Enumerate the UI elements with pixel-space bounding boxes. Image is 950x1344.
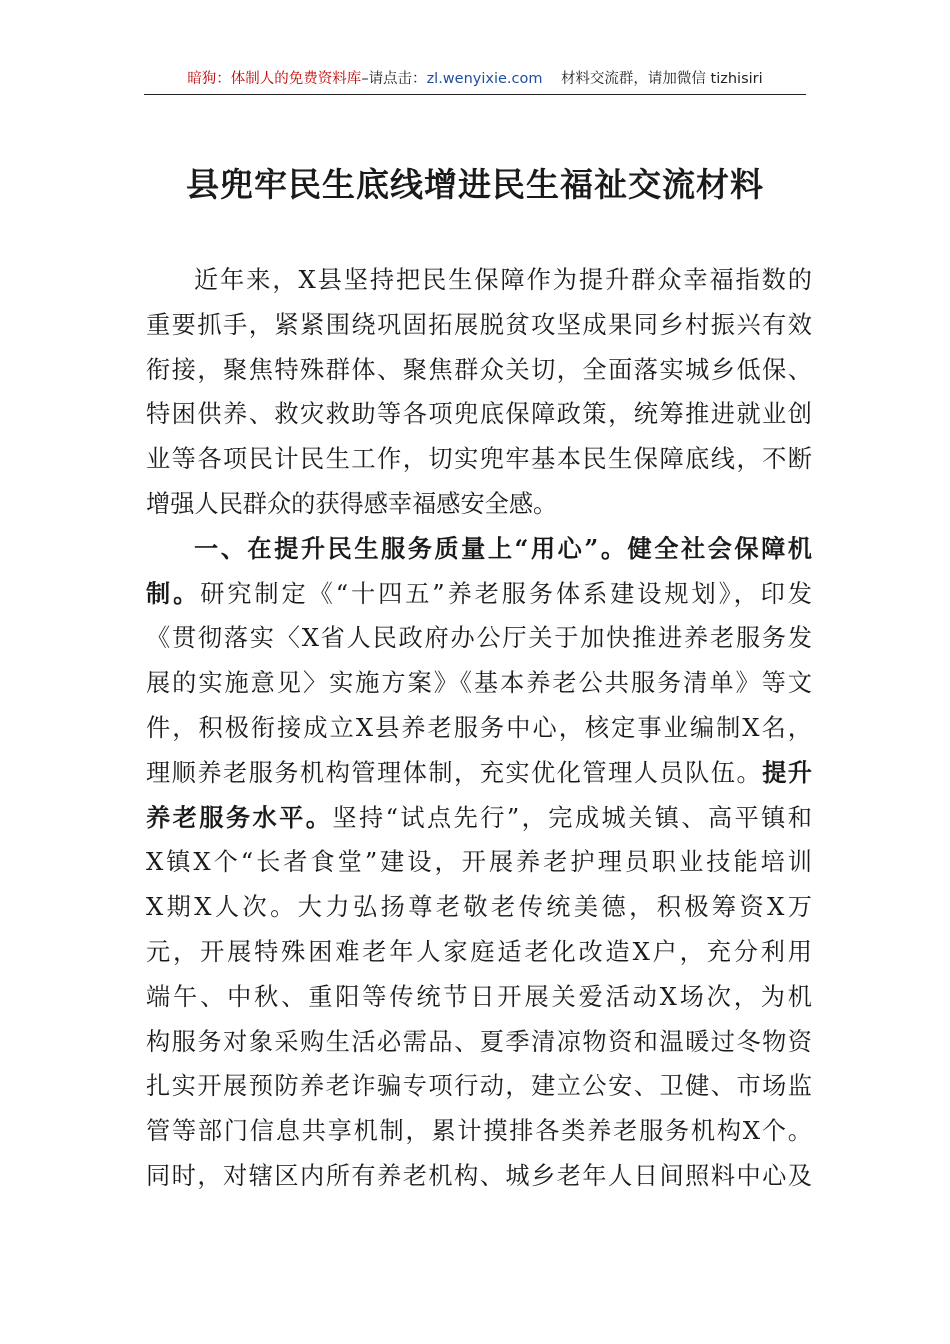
paragraph-line: 展的实施意见〉实施方案》《基本养老公共服务清单》等文	[146, 669, 812, 698]
paragraph-line: 元，开展特殊困难老年人家庭适老化改造X户，充分利用	[146, 937, 812, 966]
paragraph-line: 特困供养、救灾救助等各项兜底保障政策，统筹推进就业创	[146, 400, 812, 429]
bold-phrase: 制。	[146, 578, 201, 608]
line-text: 研究制定《“十四五”养老服务体系建设规划》，印发	[200, 579, 812, 608]
line-text: 理顺养老服务机构管理体制，充实优化管理人员队伍。	[146, 758, 763, 787]
document-title: 县兜牢民生底线增进民生福祉交流材料	[186, 165, 764, 204]
paragraph-line: 业等各项民计民生工作，切实兜牢基本民生保障底线，不断	[146, 445, 812, 474]
paragraph-line: 件，积极衔接成立X县养老服务中心，核定事业编制X名，	[146, 713, 812, 742]
paragraph-line: X镇X个“长者食堂”建设，开展养老护理员职业技能培训	[146, 848, 812, 877]
paragraph-line: 端午、中秋、重阳等传统节日开展关爱活动X场次，为机	[146, 982, 812, 1011]
bold-phrase: 提升	[762, 757, 812, 787]
paragraph-line	[146, 572, 812, 617]
paragraph-line: X期X人次。大力弘扬尊老敬老传统美德，积极筹资X万	[146, 893, 812, 922]
paragraph-line: 增强人民群众的获得感幸福感安全感。	[146, 489, 558, 518]
paragraph-line: 构服务对象采购生活必需品、夏季清凉物资和温暖过冬物资	[146, 1027, 812, 1056]
header-click-prompt: –请点击：	[361, 71, 427, 87]
header-wechat-note: 材料交流群，请加微信 tizhisiri	[560, 71, 763, 87]
paragraph-line: 重要抓手，紧紧围绕巩固拓展脱贫攻坚成果同乡村振兴有效	[146, 310, 812, 339]
page-header	[144, 64, 806, 95]
section-heading-line: 一、在提升民生服务质量上“用心”。健全社会保障机	[194, 533, 812, 563]
line-text: 坚持“试点先行”，完成城关镇、高平镇和	[332, 803, 812, 832]
paragraph-line: 《贯彻落实〈X省人民政府办公厅关于加快推进养老服务发	[146, 624, 812, 653]
paragraph-line: 近年来，X县坚持把民生保障作为提升群众幸福指数的	[194, 266, 812, 294]
header-url-link[interactable]: zl.wenyixie.com	[426, 71, 543, 87]
paragraph-line: 衔接，聚焦特殊群体、聚焦群众关切，全面落实城乡低保、	[146, 355, 812, 384]
paragraph-line	[146, 751, 812, 796]
header-site-name: 暗狗：体制人的免费资料库	[187, 71, 362, 87]
document-body	[146, 258, 812, 1199]
paragraph-line: 同时，对辖区内所有养老机构、城乡老年人日间照料中心及	[146, 1161, 812, 1190]
bold-phrase: 养老服务水平。	[146, 802, 333, 832]
paragraph-line	[146, 796, 812, 841]
paragraph-line: 管等部门信息共享机制，累计摸排各类养老服务机构X个。	[146, 1117, 812, 1146]
paragraph-line: 扎实开展预防养老诈骗专项行动，建立公安、卫健、市场监	[146, 1072, 812, 1101]
